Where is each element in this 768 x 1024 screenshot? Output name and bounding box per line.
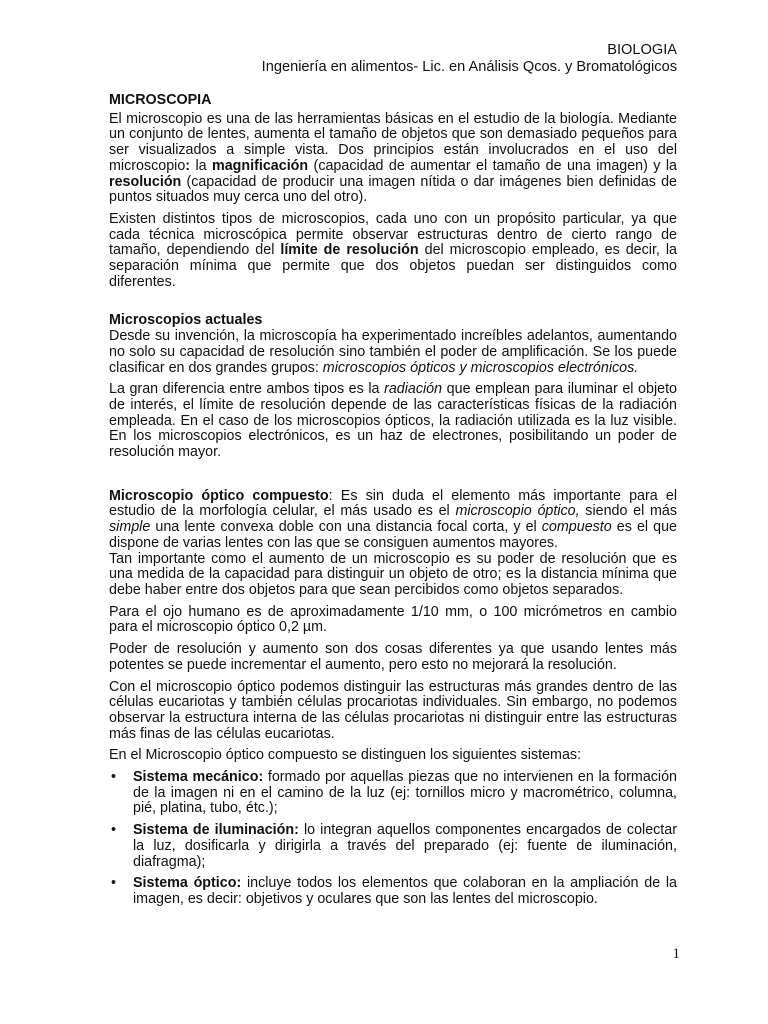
text-run: Desde su invención, la microscopía ha experimentado increíbles adelantos, aumentando no solo su capacidad de resolución sino también el poder de amplificación. Se los puede clasificar en dos grandes grupos:	[109, 328, 677, 376]
text-run: una lente convexa doble con una distancia focal corta, y el	[150, 519, 542, 536]
term-resolucion: resolución	[109, 173, 182, 190]
list-item-text: lo integran aquellos componentes encargados de colectar la luz, dosificarla y dirigirla a través del preparado (ej: fuente de iluminación, diafragma);	[133, 822, 677, 870]
document-body	[109, 93, 677, 914]
systems-list	[109, 770, 677, 908]
bullet-marker: •	[111, 875, 117, 892]
compuesto-paragraph-5: En el Microscopio óptico compuesto se distinguen los siguientes sistemas:	[109, 747, 582, 764]
document-title: MICROSCOPIA	[109, 92, 212, 108]
compuesto-paragraph-2: Para el ojo humano es de aproximadamente 1/10 mm, o 100 micrómetros en cambio para el microscopio óptico 0,2 µm.	[109, 603, 677, 636]
term-radiacion: radiación	[384, 381, 443, 398]
compuesto-paragraph-1b: Tan importante como el aumento de un microscopio es su poder de resolución que es una medida de la capacidad para distinguir un objeto de otro; es la distancia mínima que debe haber entre dos objetos para que sean percibidos como objetos separados.	[109, 550, 677, 598]
list-item	[109, 876, 677, 907]
text-run: del microscopio empleado, es decir, la separación mínima que permite que dos objetos puedan ser distinguidos como diferentes.	[109, 242, 678, 290]
header-program: Ingeniería en alimentos- Lic. en Análisis Qcos. y Bromatológicos	[261, 59, 677, 75]
text-run-italic: microscopios ópticos y microscopios electrónicos.	[322, 359, 639, 376]
section-title-actuales: Microscopios actuales	[109, 312, 263, 329]
compuesto-paragraph-4: Con el microscopio óptico podemos distinguir las estructuras más grandes dentro de las células eucariotas y también células procariotas individuales. Sin embargo, no podemos observar la estructura interna de las células procariotas ni distinguir entre las estructuras más finas de las células eucariotas.	[109, 678, 677, 742]
compuesto-paragraph-1	[109, 489, 677, 552]
list-item-text: incluye todos los elementos que colaboran en la ampliación de la imagen, es decir: objetivos y oculares que son las lentes del microscopio.	[133, 875, 678, 907]
actuales-paragraph-2	[109, 382, 677, 461]
text-run-bold: :	[185, 157, 191, 174]
actuales-paragraph-1	[109, 329, 677, 376]
page-number: 1	[672, 946, 680, 962]
text-run: que emplean para iluminar el objeto de interés, el límite de resolución depende de las características físicas de la radiación empleada. En el caso de los microscopios ópticos, la radiación utilizada es la luz visible. En los microscopios electrónicos, es un haz de electrones, posibilitando un poder de resolución mayor.	[109, 381, 678, 461]
text-run: : Es sin duda el elemento más importante para el estudio de la morfología celular, el más usado es el	[109, 487, 677, 520]
text-run-italic: simple	[109, 519, 151, 536]
term-limite-de-resolucion: límite de resolución	[280, 242, 419, 259]
bullet-marker: •	[111, 769, 117, 786]
text-run: siendo el más	[579, 503, 677, 520]
text-run: Existen distintos tipos de microscopios, cada uno con un propósito particular, ya que cada técnica microscópica permite observar estructuras dentro de cierto rango de tamaño, dependiendo del	[109, 210, 677, 259]
intro-paragraph-1	[109, 112, 677, 206]
list-item	[109, 823, 677, 870]
text-run: es el que dispone de varias lentes con las que se consiguen aumentos mayores.	[109, 519, 677, 551]
list-item-term: Sistema mecánico:	[133, 769, 264, 786]
section-spacer	[109, 296, 677, 313]
header-subject: BIOLOGIA	[607, 42, 677, 58]
intro-paragraph-2	[109, 212, 677, 291]
page-header	[262, 42, 677, 76]
compuesto-paragraph-3: Poder de resolución y aumento son dos cosas diferentes ya que usando lentes más potentes se puede incrementar el aumento, pero esto no mejorará la resolución.	[109, 641, 677, 673]
list-item-term: Sistema óptico:	[133, 875, 242, 892]
section-spacer	[109, 467, 677, 489]
text-run: (capacidad de producir una imagen nítida o dar imágenes bien definidas de puntos situados muy cerca uno del otro).	[109, 173, 677, 206]
bullet-marker: •	[111, 822, 117, 839]
list-item	[109, 770, 677, 817]
text-run: (capacidad de aumentar el tamaño de una imagen) y la	[308, 157, 677, 174]
text-run: La gran diferencia entre ambos tipos es la	[109, 381, 385, 398]
list-item-term: Sistema de iluminación:	[133, 822, 299, 839]
list-item-text: formado por aquellas piezas que no intervienen en la formación de la imagen ni en el camino de la luz (ej: tornillos micro y macrométrico, columna, pié, platina, tubo, étc.);	[133, 769, 677, 817]
term-magnificacion: magnificación	[212, 157, 309, 174]
text-run-italic: compuesto	[541, 519, 612, 536]
text-run: El microscopio es una de las herramientas básicas en el estudio de la biología. Mediante un conjunto de lentes, aumenta el tamaño de objetos que son demasiado pequeños para ser visualizados a simple vista. Dos principios están involucrados en el uso del microscopio	[109, 110, 677, 174]
text-run-italic: microscopio óptico,	[455, 503, 580, 520]
text-run: la	[190, 157, 212, 174]
term-microscopio-optico-compuesto: Microscopio óptico compuesto	[109, 487, 329, 504]
